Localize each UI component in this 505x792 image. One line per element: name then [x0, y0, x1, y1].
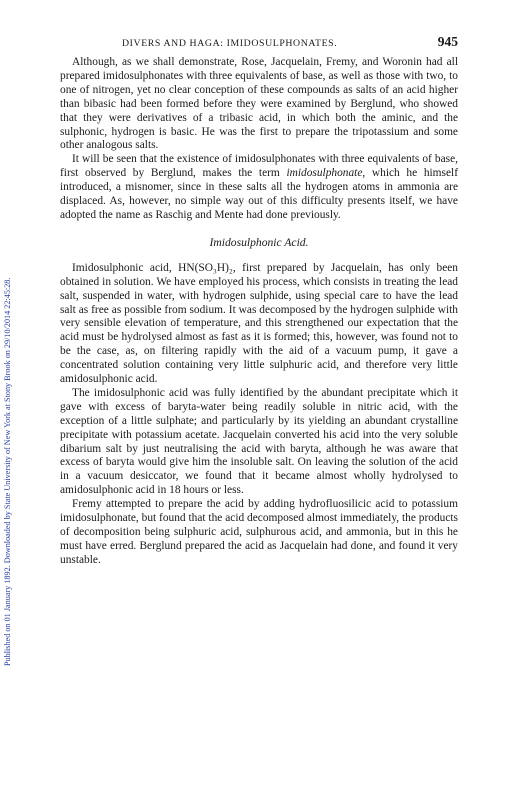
- running-title: DIVERS AND HAGA: IMIDOSULPHONATES.: [122, 38, 338, 49]
- section-heading: [60, 236, 458, 250]
- download-watermark-text: Published on 01 January 1892. Downloaded by State University of New York at Stony Brook on 29/10/2014 22:45:28.: [3, 277, 12, 666]
- paragraph-text: The imidosulphonic acid was fully identified by the abundant precipitate which it gave with excess of baryta-water being readily soluble in nitric acid, with the exception of a little sulphate; and particularly by its yielding an abundant crystalline precipitate with potassium acetate. Jacquelain converted his acid into the very soluble dibarium salt by just neutralising the acid with baryta, although he was aware that excess of baryta would give him the insoluble salt. On leaving the solution of the acid in a vacuum desiccator, we found that it became almost wholly hydrolysed to amidosulphonic acid in 18 hours or less.: [60, 386, 458, 497]
- download-watermark: [2, 8, 16, 668]
- page-number: 945: [437, 34, 458, 49]
- paragraph-text: Imidosulphonic acid, HN(SO₃H)₂, first prepared by Jacquelain, has only been obtained in solution. We have employed his process, which consists in treating the lead salt, suspended in water, with hydrogen sulphide, using special care to have the lead salt as free as possible from sodium. It was decomposed by the hydrogen sulphide with very sensible elevation of temperature, and this strengthened our expectation that the acid must be hydrolysed almost as fast as it is formed; this, however, was found not to be the case, as, on filtering rapidly with the aid of a vacuum pump, it gave a concentrated solution containing very little sulphuric acid, and therefore very little amidosulphonic acid.: [60, 261, 458, 386]
- paragraph-text: It will be seen that the existence of imidosulphonates with three equivalents of base, first observed by Berglund, makes the term: [60, 153, 458, 180]
- paragraph-text: , which he himself introduced, a misnomer, since in these salts all the hydrogen atoms in ammonia are displaced. As, however, no simple way out of this difficulty presents itself, we have adopted the name as Raschig and Mente had done previously.: [60, 167, 458, 221]
- body-paragraph: [60, 498, 458, 568]
- body-paragraph: [60, 56, 458, 153]
- paragraph-text: Fremy attempted to prepare the acid by adding hydrofluosilicic acid to potassium imidosulphonate, but found that the acid decomposed almost immediately, the products of decomposition being sulphuric acid, sulphurous acid, and ammonia, but in this he must have erred. Berglund prepared the acid as Jacquelain had done, and found it very unstable.: [60, 498, 458, 566]
- running-header: [60, 34, 458, 52]
- italic-term: imidosulphonate: [286, 167, 363, 180]
- body-paragraph: [60, 153, 458, 223]
- body-paragraph: [60, 387, 458, 498]
- paragraph-text: Although, as we shall demonstrate, Rose, Jacquelain, Fremy, and Woronin had all prepared imidosulphonates with three equivalents of base, as well as those with two, to one of nitrogen, yet no clear conception of these compounds as salts of an acid higher than bibasic had been formed before they were examined by Berglund, who showed that they were derivatives of a tribasic acid, in which both the aminic, and the sulphonic, hydrogen is basic. He was the first to prepare the tripotassium and some other analogous salts.: [60, 56, 458, 152]
- paragraph-text: Imidosulphonic Acid.: [209, 235, 309, 249]
- body-paragraph: [60, 262, 458, 387]
- article-body: [60, 56, 458, 568]
